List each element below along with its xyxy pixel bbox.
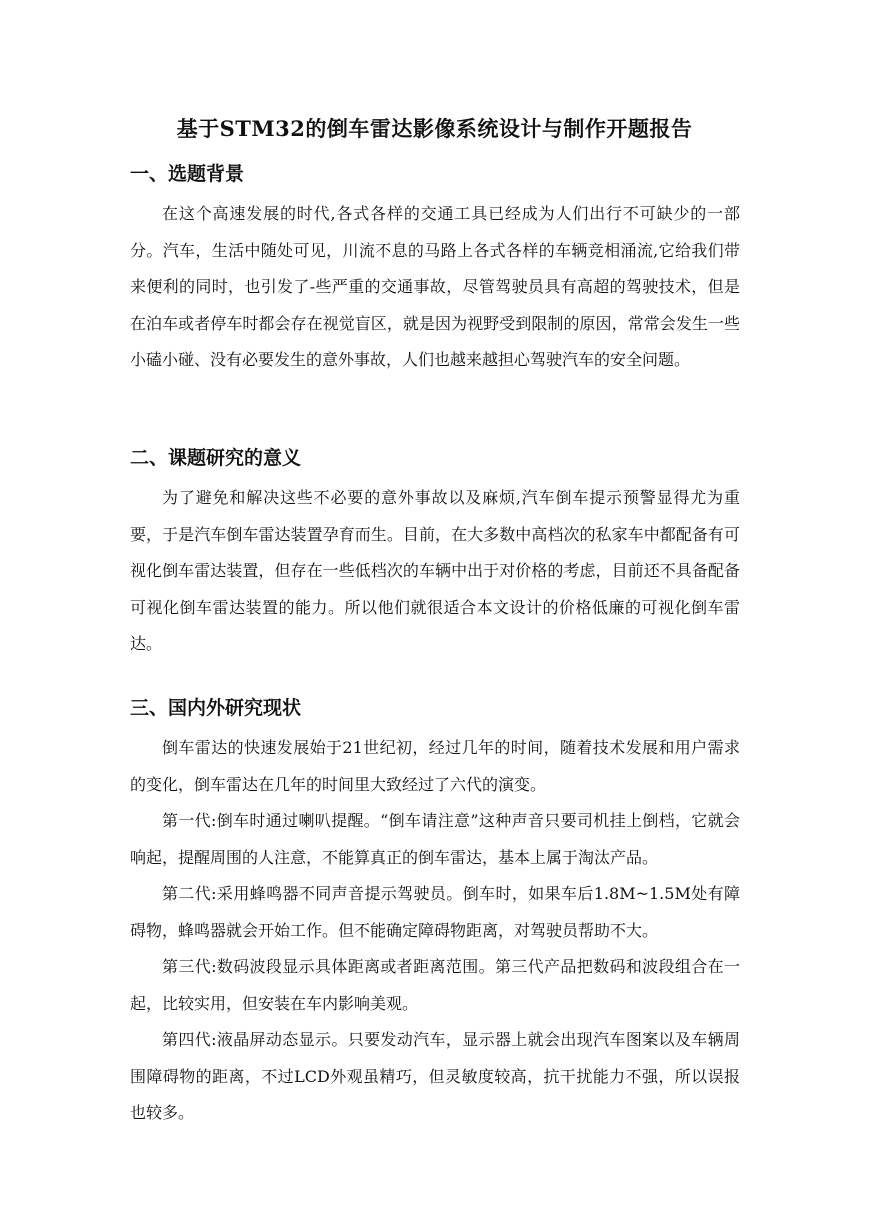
section-significance bbox=[130, 444, 740, 663]
section-background bbox=[130, 160, 740, 379]
paragraph: 倒车雷达的快速发展始于21世纪初，经过几年的时间，随着技术发展和用户需求的变化，倒车雷达在几年的时间里大致经过了六代的演变。 bbox=[130, 738, 740, 794]
paragraph: 第二代:采用蜂鸣器不同声音提示驾驶员。倒车时，如果车后1.8M~1.5M处有障碍物，蜂鸣器就会开始工作。但不能确定障碍物距离，对驾驶员帮助不大。 bbox=[130, 884, 740, 940]
paragraph: 在这个高速发展的时代,各式各样的交通工具已经成为人们出行不可缺少的一部分。汽车，生活中随处可见，川流不息的马路上各式各样的车辆竞相涌流,它给我们带来便利的同时，也引发了-些严重的交通事故，尽管驾驶员具有高超的驾驶技术，但是在泊车或者停车时都会存在视觉盲区，就是因为视野受到限制的原因，常常会发生一些小磕小碰、没有必要发生的意外事故，人们也越来越担心驾驶汽车的安全问题。 bbox=[130, 204, 740, 369]
section-research-status bbox=[130, 694, 740, 1132]
paragraph: 为了避免和解决这些不必要的意外事故以及麻烦,汽车倒车提示预警显得尤为重要，于是汽车倒车雷达装置孕育而生。目前，在大多数中高档次的私家车中都配备有可视化倒车雷达装置，但存在一些低档次的车辆中出于对价格的考虑，目前还不具备配备可视化倒车雷达装置的能力。所以他们就很适合本文设计的价格低廉的可视化倒车雷达。 bbox=[130, 488, 740, 653]
paragraph: 第四代:液晶屏动态显示。只要发动汽车，显示器上就会出现汽车图案以及车辆周围障碍物的距离，不过LCD外观虽精巧，但灵敏度较高，抗干扰能力不强，所以误报也较多。 bbox=[130, 1030, 740, 1122]
document-title: 基于STM32的倒车雷达影像系统设计与制作开题报告 bbox=[176, 116, 693, 141]
section-heading: 三、国内外研究现状 bbox=[130, 697, 302, 719]
paragraph: 第三代:数码波段显示具体距离或者距离范围。第三代产品把数码和波段组合在一起，比较实用，但安装在车内影响美观。 bbox=[130, 957, 740, 1013]
section-heading: 二、课题研究的意义 bbox=[130, 447, 302, 469]
section-heading: 一、选题背景 bbox=[130, 163, 245, 185]
paragraph: 第一代:倒车时通过喇叭提醒。“倒车请注意”这种声音只要司机挂上倒档，它就会响起，提醒周围的人注意，不能算真正的倒车雷达，基本上属于淘汰产品。 bbox=[130, 811, 740, 867]
